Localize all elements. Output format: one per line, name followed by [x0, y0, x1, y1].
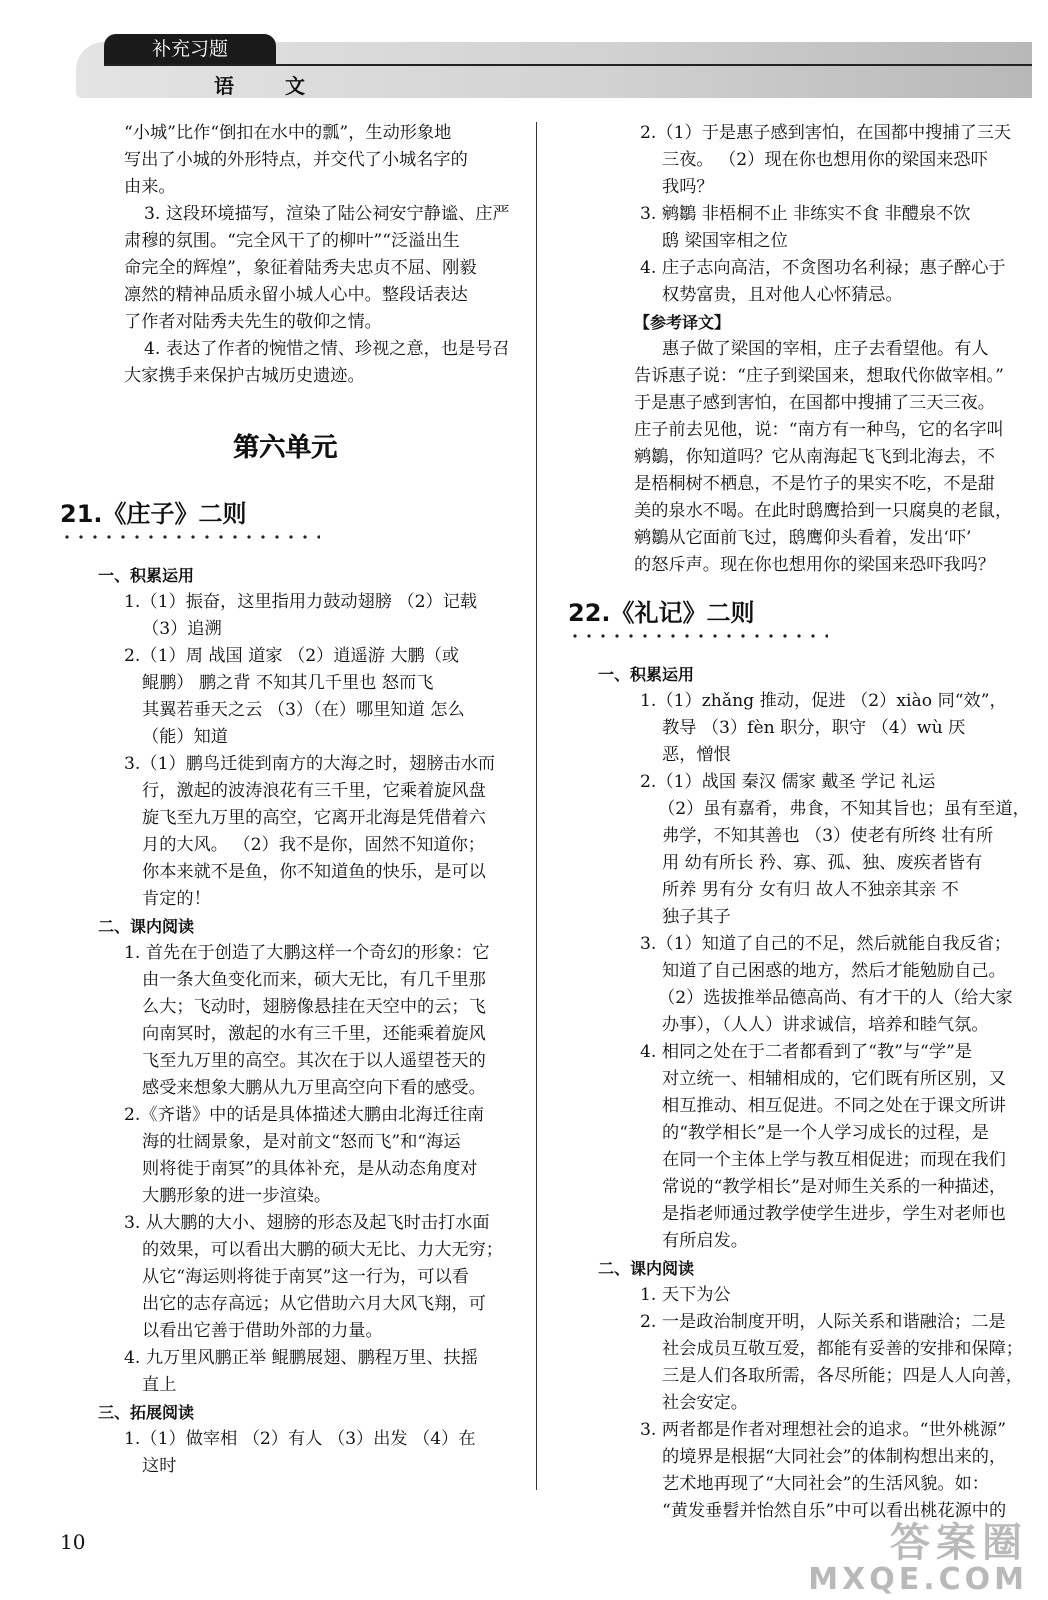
- text-line: 月的大风。 （2）我不是你，固然不知道你；: [142, 835, 485, 855]
- spacer: [568, 579, 1020, 593]
- text-line: 大家携手来保护古城历史遗迹。: [124, 366, 365, 386]
- text-line: 大鹏形象的进一步渲染。: [142, 1186, 332, 1206]
- page-number: 10: [60, 1530, 86, 1554]
- text-line: 从它“海运则将徙于南冥”这一行为，可以看: [142, 1267, 469, 1287]
- title-dots: [568, 633, 828, 639]
- text-line: 3. 这段环境描写，渲染了陆公祠安宁静谧、庄严: [144, 204, 510, 224]
- text-line: 4. 相同之处在于二者都看到了“教”与“学”是: [640, 1042, 973, 1062]
- text-line: 3. 两者都是作者对理想社会的追求。“世外桃源”: [640, 1420, 1006, 1440]
- lesson-title: 21.《庄子》二则: [60, 500, 247, 528]
- text-line: 3. 鹓鶵 非梧桐不止 非练实不食 非醴泉不饮: [640, 204, 971, 224]
- text-line: 社会成员互敬互爱，都能有妥善的安排和保障；: [662, 1339, 1023, 1359]
- text-line: 的境界是根据“大同社会”的体制构想出来的，: [662, 1447, 1007, 1467]
- text-line: 1. 天下为公: [640, 1285, 731, 1305]
- text-line: 告诉惠子说：“庄子到梁国来，想取代你做宰相。”: [634, 366, 1004, 386]
- left-column: [60, 120, 510, 1480]
- text-line: （2）选拔推举品德高尚、有才干的人（给大家: [658, 988, 1013, 1008]
- text-line: 4. 表达了作者的惋惜之情、珍视之意，也是号召: [144, 339, 510, 359]
- text-line: 庄子前去见他，说：“南方有一种鸟，它的名字叫: [634, 420, 1004, 440]
- text-line: 凛然的精神品质永留小城人心中。整段话表达: [124, 285, 468, 305]
- text-line: 恶，憎恨: [662, 745, 731, 765]
- text-line: 3. 从大鹏的大小、翅膀的形态及起飞时击打水面: [124, 1213, 490, 1233]
- text-line: 鹓鶵从它面前飞过，鸱鹰仰头看着，发出‘吓’: [634, 528, 972, 548]
- section-heading: 二、课内阅读: [98, 917, 195, 936]
- text-line: 由一条大鱼变化而来，硕大无比，有几千里那: [142, 970, 486, 990]
- section-heading: 三、拓展阅读: [98, 1403, 195, 1422]
- text-line: 2.（1）周 战国 道家 （2）逍遥游 大鹏（或: [124, 646, 460, 666]
- text-line: 独子其子: [662, 907, 731, 927]
- text-line: 相互推动、相互促进。不同之处在于课文所讲: [662, 1096, 1006, 1116]
- text-line: 向南冥时，激起的水有三千里，还能乘着旋风: [142, 1024, 486, 1044]
- text-line: 鸱 梁国宰相之位: [662, 231, 788, 251]
- text-line: 旋飞至九万里的高空，它离开北海是凭借着六: [142, 808, 486, 828]
- text-line: 有所启发。: [662, 1231, 748, 1251]
- text-line: 肃穆的氛围。“完全风干了的柳叶”“泛溢出生: [124, 231, 460, 251]
- text-line: 用 幼有所长 矜、寡、孤、独、废疾者皆有: [662, 853, 983, 873]
- text-line: 2.《齐谐》中的话是具体描述大鹏由北海迁往南: [124, 1105, 485, 1125]
- text-line: 办事），（人人）讲求诚信，培养和睦气氛。: [662, 1015, 989, 1035]
- text-line: 4. 庄子志向高洁，不贪图功名利禄；惠子醉心于: [640, 258, 1006, 278]
- text-line: 则将徙于南冥”的具体补充，是从动态角度对: [142, 1159, 478, 1179]
- text-line: （能）知道: [142, 727, 228, 747]
- text-line: 写出了小城的外形特点，并交代了小城名字的: [124, 150, 468, 170]
- column-divider: [536, 122, 537, 1490]
- text-line: “黄发垂髫并怡然自乐”中可以看出桃花源中的: [662, 1501, 1007, 1521]
- section-heading: 二、课内阅读: [598, 1259, 695, 1278]
- text-line: 1.（1）做宰相 （2）有人 （3）出发 （4）在: [124, 1429, 476, 1449]
- page-header: [56, 34, 1032, 100]
- watermark-bottom: MXQE.COM: [808, 1562, 1028, 1597]
- header-tab: 补充习题: [104, 34, 276, 64]
- text-line: 三夜。 （2）现在你也想用你的梁国来恐吓: [662, 150, 988, 170]
- watermark: [808, 1522, 1028, 1596]
- header-subject: 语 文: [214, 74, 327, 98]
- text-line: 的怒斥声。现在你也想用你的梁国来恐吓我吗？: [634, 555, 995, 575]
- text-line: 4. 九万里风鹏正举 鲲鹏展翅、鹏程万里、扶摇: [124, 1348, 478, 1368]
- section-heading: 一、积累运用: [98, 566, 195, 585]
- text-line: 了作者对陆秀夫先生的敬仰之情。: [124, 312, 382, 332]
- text-line: 由来。: [124, 177, 176, 197]
- text-line: 感受来想象大鹏从九万里高空向下看的感受。: [142, 1078, 486, 1098]
- text-line: 1. 首先在于创造了大鹏这样一个奇幻的形象：它: [124, 943, 490, 963]
- text-line: 命完全的辉煌”，象征着陆秀夫忠贞不屈、刚毅: [124, 258, 477, 278]
- text-line: 知道了自己困惑的地方，然后才能勉励自己。: [662, 961, 1006, 981]
- text-line: 出它的志存高远；从它借助六月大风飞翔，可: [142, 1294, 486, 1314]
- unit-title: 第六单元: [232, 433, 337, 463]
- text-line: 在同一个主体上学与教互相促进；而现在我们: [662, 1150, 1006, 1170]
- text-line: 社会安定。: [662, 1393, 748, 1413]
- text-line: 以看出它善于借助外部的力量。: [142, 1321, 383, 1341]
- text-line: 是指老师通过教学使学生进步，学生对老师也: [662, 1204, 1006, 1224]
- lesson-title: 22.《礼记》二则: [568, 599, 755, 627]
- text-line: 我吗？: [662, 177, 714, 197]
- text-line: 于是惠子感到害怕，在国都中搜捕了三天三夜。: [634, 393, 995, 413]
- text-line: 鹓鶵，你知道吗？它从南海起飞飞到北海去，不: [634, 447, 995, 467]
- text-line: 直上: [142, 1375, 177, 1395]
- text-line: （2）虽有嘉肴，弗食，不知其旨也；虽有至道，: [658, 799, 1030, 819]
- section-heading: 一、积累运用: [598, 665, 695, 684]
- text-line: 其翼若垂天之云 （3）（在）哪里知道 怎么: [142, 700, 465, 720]
- text-line: 鲲鹏） 鹏之背 不知其几千里也 怒而飞: [142, 673, 434, 693]
- text-line: 艺术地再现了“大同社会”的生活风貌。如：: [662, 1474, 989, 1494]
- right-column: [568, 120, 1030, 1525]
- text-line: 权势富贵，且对他人心怀猜忌。: [662, 285, 903, 305]
- text-line: 三是人们各取所需，各尽所能；四是人人向善，: [662, 1366, 1023, 1386]
- text-line: 常说的“教学相长”是对师生关系的一种描述，: [662, 1177, 1007, 1197]
- text-line: 的“教学相长”是一个人学习成长的过程，是: [662, 1123, 989, 1143]
- text-line: 海的壮阔景象，是对前文“怒而飞”和“海运: [142, 1132, 461, 1152]
- text-line: 教导 （3）fèn 职分，职守 （4）wù 厌: [662, 718, 966, 738]
- text-line: 1.（1）振奋，这里指用力鼓动翅膀 （2）记载: [124, 592, 478, 612]
- text-line: 3.（1）鹏鸟迁徙到南方的大海之时，翅膀击水而: [124, 754, 496, 774]
- text-line: 2.（1）于是惠子感到害怕，在国都中搜捕了三天: [640, 123, 1012, 143]
- text-line: 肯定的！: [142, 889, 211, 909]
- text-line: 是梧桐树不栖息，不是竹子的果实不吃，不是甜: [634, 474, 995, 494]
- text-line: 行，激起的波涛浪花有三千里，它乘着旋风盘: [142, 781, 486, 801]
- text-line: 1.（1）zhǎng 推动，促进 （2）xiào 同“效”，: [640, 691, 1007, 711]
- text-line: 这时: [142, 1456, 177, 1476]
- text-line: 美的泉水不喝。在此时鸱鹰拾到一只腐臭的老鼠，: [634, 501, 1013, 521]
- text-line: 弗学，不知其善也 （3）使老有所终 壮有所: [662, 826, 994, 846]
- text-line: 3.（1）知道了自己的不足，然后就能自我反省；: [640, 934, 1012, 954]
- text-line: 2. 一是政治制度开明，人际关系和谐融洽；二是: [640, 1312, 1006, 1332]
- text-line: 对立统一、相辅相成的，它们既有所区别，又: [662, 1069, 1006, 1089]
- text-line: （3）追溯: [142, 619, 222, 639]
- title-dots: [60, 534, 320, 540]
- watermark-top: 答案圈: [890, 1520, 1028, 1566]
- text-line: “小城”比作“倒扣在水中的瓢”，生动形象地: [124, 123, 452, 143]
- text-line: 的效果，可以看出大鹏的硕大无比、力大无穷；: [142, 1240, 503, 1260]
- text-line: 惠子做了梁国的宰相，庄子去看望他。有人: [662, 339, 989, 359]
- reference-title: 【参考译文】: [634, 313, 731, 332]
- text-line: 飞至九万里的高空。其次在于以人遥望苍天的: [142, 1051, 486, 1071]
- header-rule: [104, 64, 1032, 66]
- text-line: 你本来就不是鱼，你不知道鱼的快乐，是可以: [142, 862, 486, 882]
- text-line: 么大；飞动时，翅膀像悬挂在天空中的云；飞: [142, 997, 486, 1017]
- text-line: 2.（1）战国 秦汉 儒家 戴圣 学记 礼运: [640, 772, 936, 792]
- text-line: 所养 男有分 女有归 故人不独亲其亲 不: [662, 880, 959, 900]
